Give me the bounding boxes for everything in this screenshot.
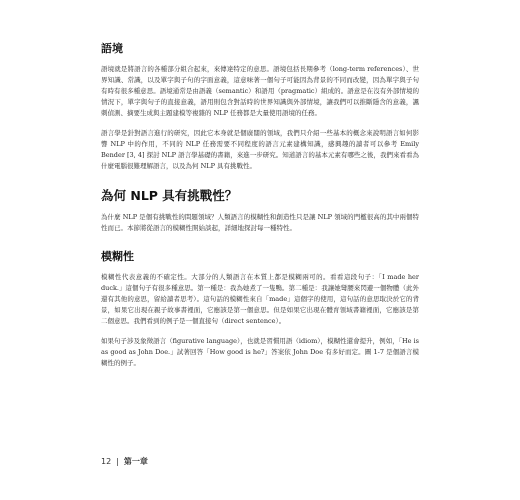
footer-separator: |: [116, 457, 119, 466]
section-heading-context: 語境: [101, 42, 123, 55]
section-heading-ambiguity: 模糊性: [101, 250, 134, 263]
paragraph-context-definition: 語境就是將語言的各種部分組合起來，來傳達特定的意思。語境包括長期參考（long-term references）、世界知識、常識，以及單字與子句的字面意義，這意味著一個句子可能因為背景的不同而改變，因為單字與子句有時有很多種意思。語境通常是由語義（semantic）和語用（pragmatic）組成的。語意是在沒有外部情境的情況下，單字與句子的直接意義，語用則包含對話時的世界知識與外部情境，讓我們可以推斷隱含的意義，諷刺偵測、摘要生成與主題建模等複雜的 NLP 任務都是大量使用語境的任務。: [101, 65, 419, 117]
paragraph-ambiguity-example: 模糊性代表意義的不確定性。大部分的人類語言在本質上都是模糊兩可的。看看這段句子：「I made her duck.」這個句子有很多種意思。第一種是：我為她煮了一隻鴨。第二種是：我讓她彎腰來閃避一個物體（此外還有其他的意思，留給讀者思考）。這句話的模糊性來自「made」這個字的使用，這句話的意思取決於它的背景，如果它出現在親子故事書裡面，它應該是第一個意思。但是如果它出現在體育領域書籍裡面，它應該是第二個意思。我們看到的例子是一個直接句（direct sentence）。: [101, 273, 419, 325]
paragraph-why-nlp-hard: 為什麼 NLP 是個有挑戰性的問題領域？人類語言的模糊性和創造性只是讓 NLP 領域的門檻很高的其中兩個特性而已。本節將從語言的模糊性開始談起，詳細地探討每一種特性。: [101, 213, 419, 232]
paragraph-linguistics-intro: 語言學是針對語言進行的研究，因此它本身就是個廣闊的領域，我們只介紹一些基本的概念來說明語言如何影響 NLP 中的作用，不同的 NLP 任務需要不同程度的語言元素建構知識，感興趣的讀者可以參考 Emily Bender [3, 4] 探討 NLP 語言學基礎的書籍，來進一步研究。知道語言的基本元素有哪些之後，我們來看看為什麼電腦很難理解語言，以及為何 NLP 具有挑戰性。: [101, 129, 419, 170]
page-number: 12: [101, 457, 112, 466]
section-heading-why-nlp-hard: 為何 NLP 具有挑戰性？: [101, 188, 238, 203]
page-content: [101, 40, 419, 378]
page-footer: [101, 456, 148, 467]
paragraph-figurative-language: 如果句子涉及象徵語言（figurative language），也就是習慣用語（idiom），模糊性還會提升，例如，「He is as good as John Doe.」試著回答「How good is he?」答案依 John Doe 有多好而定。圖 1-7 是個語言模糊性的例子。: [101, 337, 419, 367]
chapter-label: 第一章: [123, 457, 148, 466]
